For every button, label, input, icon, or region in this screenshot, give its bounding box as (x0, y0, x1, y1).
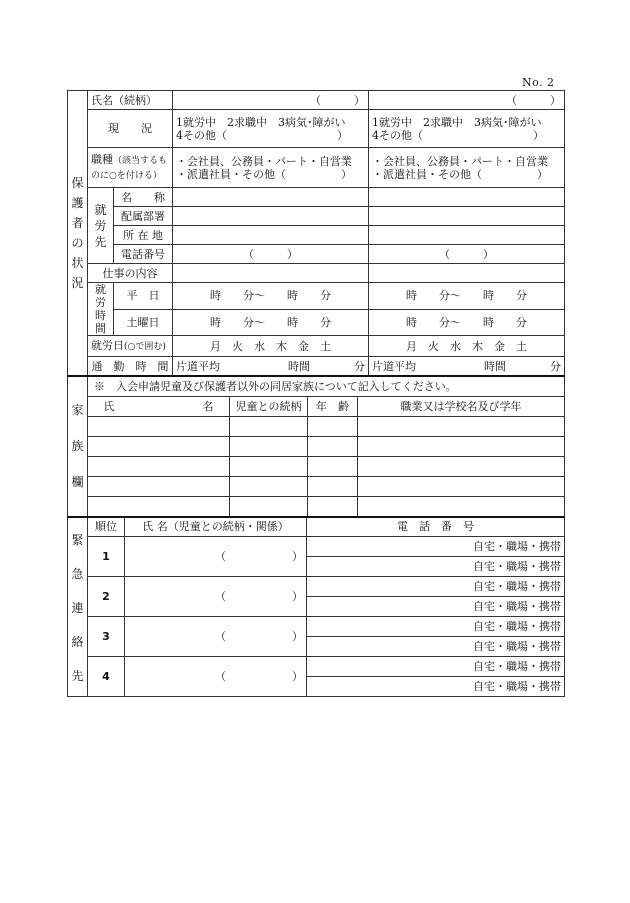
emergency-table (67, 516, 565, 698)
guardian2-dept[interactable] (369, 207, 565, 226)
workplace-name-label: 名 称 (114, 188, 173, 207)
emergency3-name[interactable]: （ ） (125, 617, 307, 657)
name-label: 氏名（続柄） (88, 91, 173, 110)
emergency-rank-1: 1 (88, 537, 125, 577)
family-relation-cell[interactable] (230, 496, 308, 516)
emergency3-phone-a[interactable]: 自宅・職場・携帯 (307, 617, 565, 637)
family-row (68, 476, 565, 496)
commute-label: 通 勤 時 間 (88, 357, 173, 376)
family-age-cell[interactable] (308, 496, 358, 516)
family-name-cell[interactable] (88, 416, 230, 436)
family-header-age: 年 齢 (308, 396, 358, 416)
family-name-cell[interactable] (88, 456, 230, 476)
status-options-line1: 1就労中 2求職中 3病気･障がい (176, 115, 346, 129)
family-row (68, 436, 565, 456)
job-type-options-line2: ・派遣社員・その他（ ） (176, 167, 352, 181)
emergency2-phone-a[interactable]: 自宅・職場・携帯 (307, 577, 565, 597)
guardian1-status[interactable] (173, 110, 369, 148)
job-type-options-line1: ・会社員、公務員・パート・自営業 (372, 154, 548, 168)
work-hours-label: 就労時間 (88, 283, 114, 336)
guardian1-saturday-hours[interactable]: 時 分～ 時 分 (173, 309, 369, 336)
emergency-header-rank: 順位 (88, 517, 125, 537)
family-table (67, 375, 565, 517)
weekday-label: 平 日 (114, 283, 173, 310)
family-relation-cell[interactable] (230, 476, 308, 496)
guardian2-commute[interactable] (369, 357, 565, 376)
guardian2-work-days[interactable]: 月 火 水 木 金 土 (369, 336, 565, 357)
guardian1-name-field[interactable]: （ ） (173, 91, 369, 110)
job-type-title: 職種 (91, 152, 113, 166)
family-section-label: 家 族 欄 (68, 376, 88, 516)
family-occupation-cell[interactable] (358, 496, 565, 516)
status-options-line1: 1就労中 2求職中 3病気･障がい (372, 115, 542, 129)
job-type-options-line1: ・会社員、公務員・パート・自営業 (176, 154, 352, 168)
family-name-cell[interactable] (88, 476, 230, 496)
guardian1-job-content[interactable] (173, 264, 369, 283)
guardian1-workplace-name[interactable] (173, 188, 369, 207)
guardian1-address[interactable] (173, 226, 369, 245)
workplace-address-label: 所 在 地 (114, 226, 173, 245)
emergency4-name[interactable]: （ ） (125, 657, 307, 697)
family-occupation-cell[interactable] (358, 436, 565, 456)
guardian2-status[interactable] (369, 110, 565, 148)
emergency-rank-2: 2 (88, 577, 125, 617)
commute-unit: 時間 分 (288, 359, 365, 373)
emergency3-phone-b[interactable]: 自宅・職場・携帯 (307, 637, 565, 657)
work-days-note: (○で囲む) (124, 341, 166, 352)
guardian2-job-content[interactable] (369, 264, 565, 283)
application-form (67, 90, 564, 697)
guardian2-name-field[interactable]: （ ） (369, 91, 565, 110)
guardian2-address[interactable] (369, 226, 565, 245)
guardian1-job-type[interactable] (173, 148, 369, 188)
status-label: 現 況 (88, 110, 173, 148)
emergency-rank-4: 4 (88, 657, 125, 697)
family-occupation-cell[interactable] (358, 476, 565, 496)
workplace-label: 就 労 先 (88, 188, 114, 264)
work-days-label (88, 336, 173, 357)
work-days-title: 就労日 (91, 338, 124, 352)
guardian1-work-days[interactable]: 月 火 水 木 金 土 (173, 336, 369, 357)
emergency-rank-3: 3 (88, 617, 125, 657)
guardian1-dept[interactable] (173, 207, 369, 226)
emergency2-name[interactable]: （ ） (125, 577, 307, 617)
family-occupation-cell[interactable] (358, 416, 565, 436)
guardian2-workplace-name[interactable] (369, 188, 565, 207)
family-row (68, 496, 565, 516)
family-header-name: 氏 名 (88, 396, 230, 416)
guardian1-weekday-hours[interactable]: 時 分～ 時 分 (173, 283, 369, 310)
workplace-phone-label: 電話番号 (114, 245, 173, 264)
guardian1-commute[interactable] (173, 357, 369, 376)
emergency1-phone-b[interactable]: 自宅・職場・携帯 (307, 557, 565, 577)
job-type-note: （該当するものに○を付ける） (91, 155, 168, 181)
family-relation-cell[interactable] (230, 456, 308, 476)
emergency-header-phone: 電 話 番 号 (307, 517, 565, 537)
guardian-section-label: 保 護 者 の 状 況 (68, 91, 88, 376)
family-row (68, 456, 565, 476)
emergency-header-name: 氏 名（児童との続柄・関係） (125, 517, 307, 537)
saturday-label: 土曜日 (114, 309, 173, 336)
commute-unit: 時間 分 (484, 359, 561, 373)
guardian2-weekday-hours[interactable]: 時 分～ 時 分 (369, 283, 565, 310)
family-relation-cell[interactable] (230, 436, 308, 456)
page-number: No. 2 (522, 76, 555, 89)
family-relation-cell[interactable] (230, 416, 308, 436)
guardian2-saturday-hours[interactable]: 時 分～ 時 分 (369, 309, 565, 336)
status-options-line2: 4その他（ ） (372, 128, 544, 142)
family-age-cell[interactable] (308, 456, 358, 476)
family-age-cell[interactable] (308, 476, 358, 496)
family-name-cell[interactable] (88, 496, 230, 516)
commute-avg-label: 片道平均 (372, 359, 416, 373)
commute-avg-label: 片道平均 (176, 359, 220, 373)
guardian2-job-type[interactable] (369, 148, 565, 188)
guardian2-phone[interactable]: （ ） (369, 245, 565, 264)
emergency-section-label: 緊 急 連 絡 先 (68, 517, 88, 697)
job-type-label (88, 148, 173, 188)
emergency1-phone-a[interactable]: 自宅・職場・携帯 (307, 537, 565, 557)
family-note: ※ 入会申請児童及び保護者以外の同居家族について記入してください。 (88, 376, 565, 396)
guardian1-phone[interactable]: （ ） (173, 245, 369, 264)
family-header-relation: 児童との続柄 (230, 396, 308, 416)
status-options-line2: 4その他（ ） (176, 128, 348, 142)
job-type-options-line2: ・派遣社員・その他（ ） (372, 167, 548, 181)
emergency1-name[interactable]: （ ） (125, 537, 307, 577)
guardian-table (67, 90, 565, 376)
family-age-cell[interactable] (308, 416, 358, 436)
emergency2-phone-b[interactable]: 自宅・職場・携帯 (307, 597, 565, 617)
emergency4-phone-b[interactable]: 自宅・職場・携帯 (307, 677, 565, 697)
family-occupation-cell[interactable] (358, 456, 565, 476)
emergency4-phone-a[interactable]: 自宅・職場・携帯 (307, 657, 565, 677)
family-header-occupation: 職業又は学校名及び学年 (358, 396, 565, 416)
job-content-label: 仕事の内容 (88, 264, 173, 283)
workplace-dept-label: 配属部署 (114, 207, 173, 226)
family-age-cell[interactable] (308, 436, 358, 456)
family-name-cell[interactable] (88, 436, 230, 456)
family-row (68, 416, 565, 436)
